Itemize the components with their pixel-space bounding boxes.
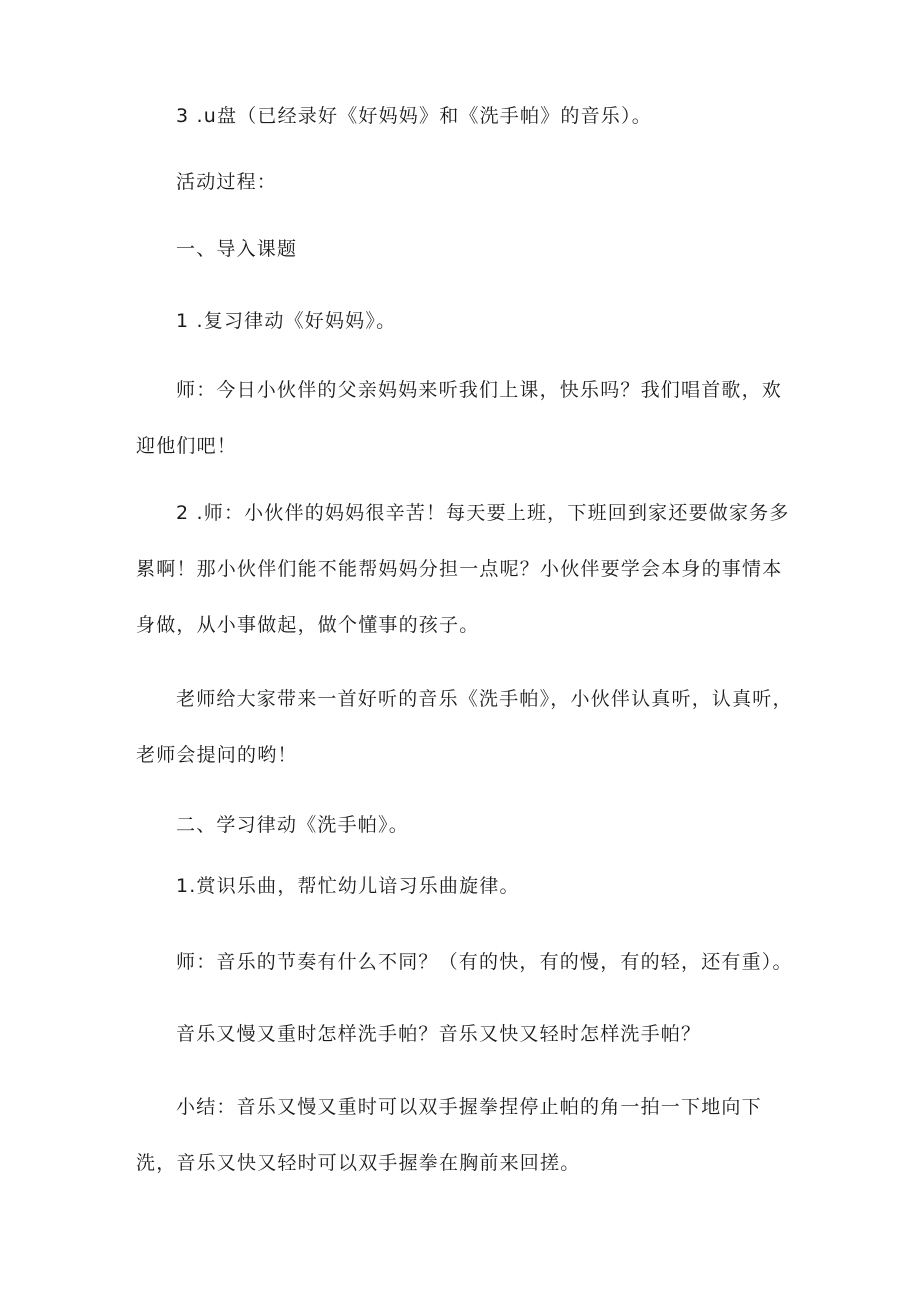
heading-section-one: 一、导入课题: [176, 238, 298, 260]
paragraph-step-2: 2 .师：小伙伴的妈妈很辛苦！每天要上班，下班回到家还要做家务多累啊！那小伙伴们能不能帮妈妈分担一点呢？小伙伴要学会本身的事情本身做，从小事做起，做个懂事的孩子。: [136, 502, 790, 636]
paragraph-teacher-music-intro: 老师给大家带来一首好听的音乐《洗手帕》，小伙伴认真听，认真听，老师会提问的哟！: [136, 688, 793, 766]
paragraph-teacher-question: 师：音乐的节奏有什么不同？（有的快，有的慢，有的轻，还有重）。: [176, 951, 793, 973]
paragraph-how-to-wash: 音乐又慢又重时怎样洗手帕？音乐又快又轻时怎样洗手帕？: [176, 1023, 702, 1045]
paragraph-substep-1: 1.赏识乐曲，帮忙幼儿谙习乐曲旋律。: [176, 875, 520, 897]
paragraph-summary: 小结：音乐又慢又重时可以双手握拳捏停止帕的角一拍一下地向下洗，音乐又快又轻时可以双手握拳在胸前来回搓。: [136, 1096, 762, 1174]
paragraph-activity-process: 活动过程：: [176, 171, 278, 193]
paragraph-step-1: 1 .复习律动《好妈妈》。: [176, 310, 397, 332]
paragraph-teacher-greeting: 师：今日小伙伴的父亲妈妈来听我们上课，快乐吗？我们唱首歌，欢迎他们吧！: [136, 379, 783, 457]
heading-section-two: 二、学习律动《洗手帕》。: [176, 814, 409, 836]
paragraph-materials-usb: 3 .u盘（已经录好《好妈妈》和《洗手帕》的音乐）。: [176, 105, 652, 127]
